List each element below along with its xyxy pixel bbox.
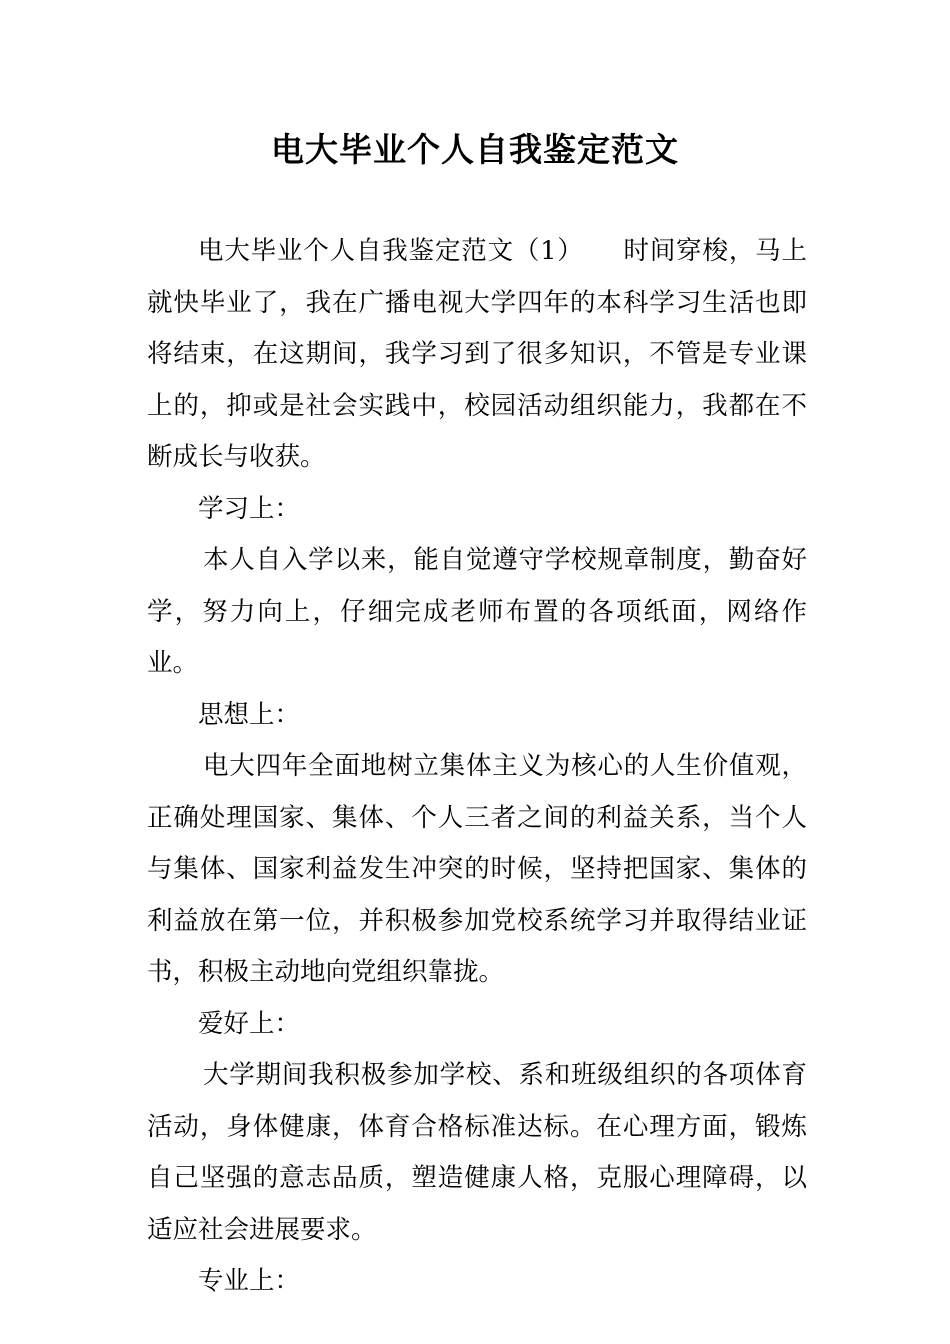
paragraph-hobby: 大学期间我积极参加学校、系和班级组织的各项体育活动，身体健康，体育合格标准达标。在心理方面，锻炼自己坚强的意志品质，塑造健康人格，克服心理障碍，以适应社会进展要求。 (147, 1060, 807, 1245)
section-heading-study: 学习上： (198, 493, 301, 524)
section-heading-thought: 思想上： (198, 699, 301, 730)
intro-paragraph: 电大毕业个人自我鉴定范文（1） 时间穿梭，马上就快毕业了，我在广播电视大学四年的本科学习生活也即将结束，在这期间，我学习到了很多知识，不管是专业课上的，抑或是社会实践中，校园活动组织能力，我都在不断成长与收获。 (147, 236, 807, 472)
document-body (147, 226, 807, 1308)
paragraph-thought: 电大四年全面地树立集体主义为核心的人生价值观，正确处理国家、集体、个人三者之间的利益关系，当个人与集体、国家利益发生冲突的时候，坚持把国家、集体的利益放在第一位，并积极参加党校系统学习并取得结业证书，积极主动地向党组织靠拢。 (147, 751, 807, 987)
section-heading-hobby: 爱好上： (198, 1008, 301, 1039)
section-heading-major: 专业上： (198, 1266, 301, 1296)
document-title: 电大毕业个人自我鉴定范文 (271, 130, 679, 169)
paragraph-study: 本人自入学以来，能自觉遵守学校规章制度，勤奋好学，努力向上，仔细完成老师布置的各项纸面，网络作业。 (147, 545, 807, 678)
